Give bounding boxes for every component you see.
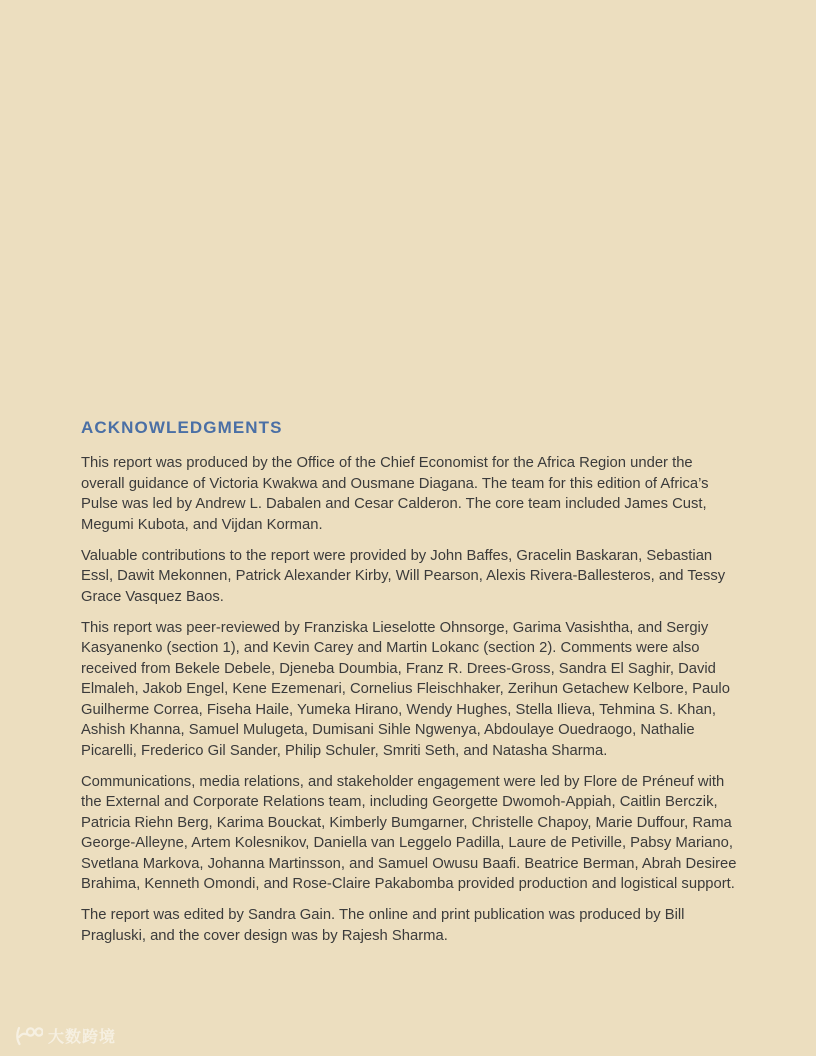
dashu-mascot-icon [13, 1025, 43, 1047]
paragraph-communications: Communications, media relations, and stakeholder engagement were led by Flore de Préneuf with the External and Corporate Relations team, including Georgette Dwomoh-Appiah, Caitlin Berczik, Patricia Riehn Berg, Karima Bouckat, Kimberly Bumgarner, Christelle Chapoy, Marie Duffour, Rama George-Alleyne, Artem Kolesnikov, Daniella van Leggelo Padilla, Laure de Petiville, Pabsy Mariano, Svetlana Markova, Johanna Martinsson, and Samuel Owusu Baafi. Beatrice Berman, Abrah Desiree Brahima, Kenneth Omondi, and Rose-Claire Pakabomba provided production and logistical support. [81, 773, 737, 892]
paragraph-peer-review: This report was peer-reviewed by Franziska Lieselotte Ohnsorge, Garima Vasishtha, and Sergiy Kasyanenko (section 1), and Kevin Carey and Martin Lokanc (section 2). Comments were also received from Bekele Debele, Djeneba Doumbia, Franz R. Drees-Gross, Sandra El Saghir, David Elmaleh, Jakob Engel, Kene Ezemenari, Cornelius Fleischhaker, Zerihun Getachew Kelbore, Paulo Guilherme Correa, Fiseha Haile, Yumeka Hirano, Wendy Hughes, Stella Ilieva, Tehmina S. Khan, Ashish Khanna, Samuel Mulugeta, Dumisani Sihle Ngwenya, Abdoulaye Ouedraogo, Nathalie Picarelli, Frederico Gil Sander, Philip Schuler, Smriti Seth, and Natasha Sharma. [81, 619, 730, 759]
watermark [13, 1024, 116, 1047]
page-title: ACKNOWLEDGMENTS [81, 418, 283, 437]
watermark-label: 大数跨境 [48, 1029, 117, 1046]
paragraph-core-team: This report was produced by the Office of the Chief Economist for the Africa Region under the overall guidance of Victoria Kwakwa and Ousmane Diagana. The team for this edition of Africa’s Pulse was led by Andrew L. Dabalen and Cesar Calderon. The core team included James Cust, Megumi Kubota, and Vijdan Korman. [81, 455, 709, 533]
paragraph-editing: The report was edited by Sandra Gain. The online and print publication was produced by Bill Pragluski, and the cover design was by Rajesh Sharma. [81, 907, 685, 944]
acknowledgments-section [81, 418, 739, 957]
paragraph-contributors: Valuable contributions to the report were provided by John Baffes, Gracelin Baskaran, Sebastian Essl, Dawit Mekonnen, Patrick Alexander Kirby, Will Pearson, Alexis Rivera-Ballesteros, and Tessy Grace Vasquez Baos. [81, 547, 726, 605]
